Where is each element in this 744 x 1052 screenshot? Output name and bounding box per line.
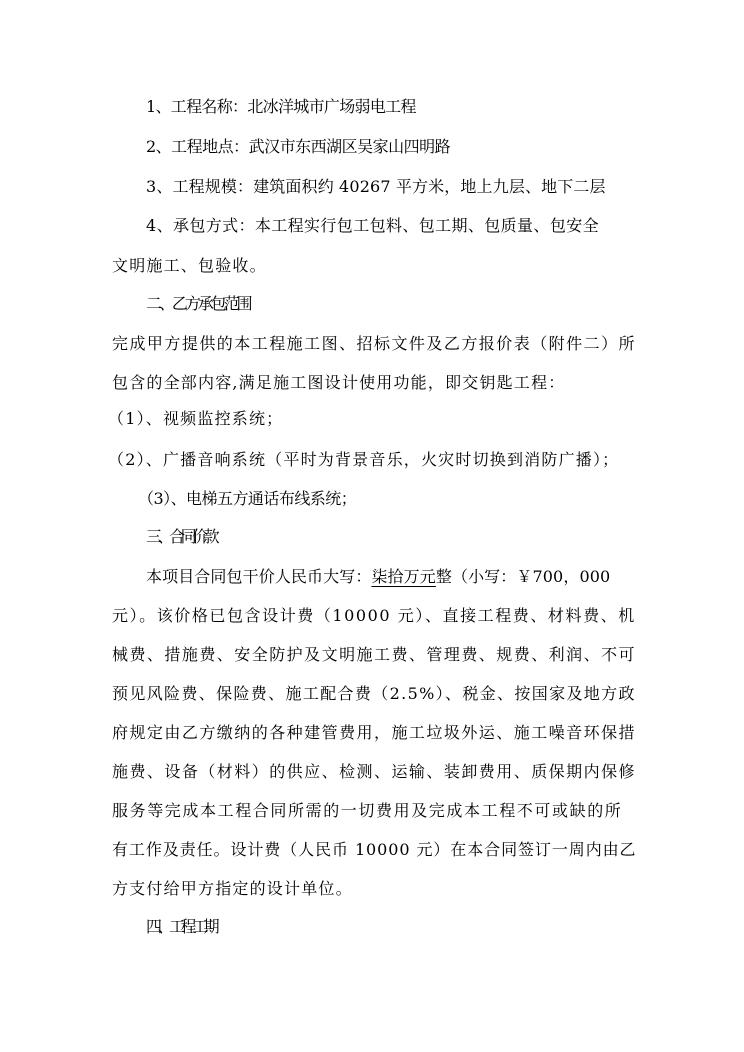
scope-item-broadcast: （2）、广播音响系统（平时为背景音乐，火灾时切换到消防广播）； [108,450,620,469]
price-line5: 府规定由乙方缴纳的各种建管费用，施工垃圾外运、施工噪音环保措 [112,723,637,742]
item-project-name: 1、工程名称：北冰洋城市广场弱电工程 [146,97,416,116]
section3-heading: 三、合同价款 [146,527,216,546]
price-line2: 元）。该价格已包含设计费（10000 元）、直接工程费、材料费、机 [112,606,636,625]
item-project-location: 2、工程地点：武汉市东西湖区吴家山四明路 [146,137,451,156]
price-line8: 有工作及责任。设计费（人民币 10000 元）在本合同签订一周内由乙 [112,840,637,859]
price-line6: 施费、设备（材料）的供应、检测、运输、装卸费用、质保期内保修 [112,762,637,781]
price-line1 [146,567,670,587]
section2-para-line2: 包含的全部内容,满足施工图设计使用功能，即交钥匙工程： [112,373,566,392]
price-line3: 械费、措施费、安全防护及文明施工费、管理费、规费、利润、不可 [112,645,637,664]
price-line7: 服务等完成本工程合同所需的一切费用及完成本工程不可或缺的所 [112,801,623,820]
section2-para-line1: 完成甲方提供的本工程施工图、招标文件及乙方报价表（附件二）所 [112,334,637,353]
price-suffix: 整（小写：￥700，000 [435,567,611,586]
section4-heading: 四、工程工期 [146,917,216,936]
scope-item-video: （1）、视频监控系统； [108,409,284,428]
price-amount-words: 柒拾万元 [371,567,436,586]
section2-heading: 二、乙方承包范围 [146,294,250,313]
price-line9: 方支付给甲方指定的设计单位。 [112,879,353,898]
item-contract-mode-line1: 4、承包方式：本工程实行包工包料、包工期、包质量、包安全 [146,216,599,235]
price-prefix: 本项目合同包干价人民币大写： [146,567,372,586]
item-contract-mode-line2: 文明施工、包验收。 [112,256,267,275]
scope-item-elevator: （3）、电梯五方通话布线系统； [138,489,357,508]
price-line4: 预见风险费、保险费、施工配合费（2.5%）、税金、按国家及地方政 [112,684,636,703]
item-project-scale: 3、工程规模：建筑面积约 40267 平方米，地上九层、地下二层 [146,177,606,196]
